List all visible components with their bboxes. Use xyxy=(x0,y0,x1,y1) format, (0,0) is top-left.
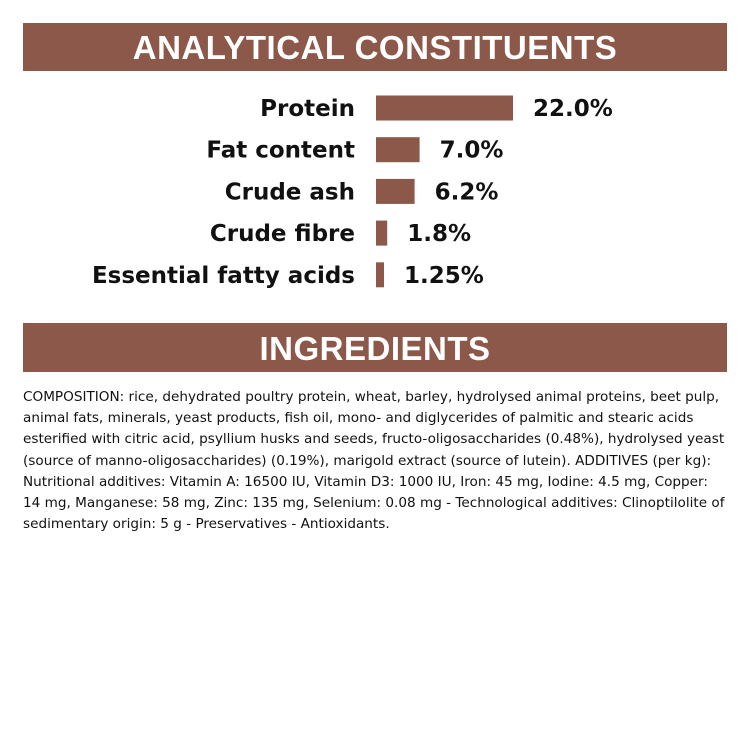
analytical-constituents-chart xyxy=(0,88,750,298)
value-label: 7.0% xyxy=(439,137,504,164)
value-label: 1.25% xyxy=(404,262,484,289)
category-label: Protein xyxy=(260,96,355,122)
bar-chart-svg xyxy=(0,88,750,298)
analytical-constituents-heading: ANALYTICAL CONSTITUENTS xyxy=(23,23,727,71)
ingredients-composition-text: COMPOSITION: rice, dehydrated poultry protein, wheat, barley, hydrolysed animal proteins, beet pulp, animal fats, minerals, yeast products, fish oil, mono- and diglycerides of palmitic and stearic acids esterified with citric acid, psyllium husks and seeds, fructo-oligosaccharides (0.48%), hydrolysed yeast (source of manno-oligosaccharides) (0.19%), marigold extract (source of lutein). ADDITIVES (per kg): Nutritional additives: Vitamin A: 16500 IU, Vitamin D3: 1000 IU, Iron: 45 mg, Iodine: 4.5 mg, Copper: 14 mg, Manganese: 58 mg, Zinc: 135 mg, Selenium: 0.08 mg - Technological additives: Clinoptilolite of sedimentary origin: 5 g - Preservatives - Antioxidants. xyxy=(23,389,725,533)
bar xyxy=(376,137,420,162)
bar xyxy=(376,262,384,287)
value-label: 1.8% xyxy=(407,221,472,248)
bar xyxy=(376,221,387,246)
value-label: 6.2% xyxy=(434,179,499,206)
category-label: Crude fibre xyxy=(209,221,355,248)
bar xyxy=(376,96,513,121)
bar xyxy=(376,179,415,204)
ingredients-heading: INGREDIENTS xyxy=(23,323,727,372)
category-label: Crude ash xyxy=(224,179,355,206)
category-label: Fat content xyxy=(206,137,355,164)
category-label: Essential fatty acids xyxy=(91,262,355,289)
value-label: 22.0% xyxy=(533,96,613,122)
